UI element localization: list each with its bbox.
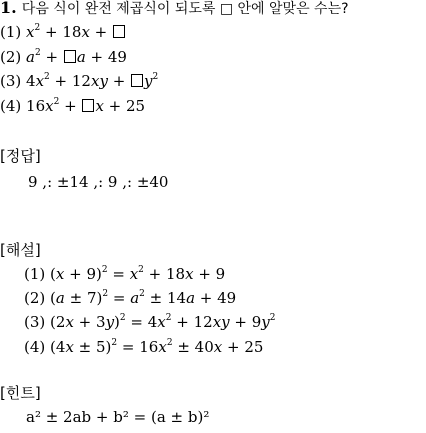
blank-box: [64, 50, 76, 63]
solution-label: (1): [24, 265, 46, 283]
solution-label: (2): [24, 289, 46, 307]
solution-item-3: [24, 315, 276, 330]
solution-label: (4): [24, 338, 46, 356]
solution-heading: [해설]: [0, 241, 41, 259]
question-line: [0, 0, 349, 16]
option-label: (3): [0, 72, 22, 90]
answer-heading: [정답]: [0, 147, 41, 165]
option-3: [0, 74, 158, 89]
option-label: (1): [0, 23, 22, 41]
blank-box: [82, 99, 94, 112]
solution-expression: $(2x + 3y)^2 = 4x^2 + 12xy + 9y^2$: [50, 313, 276, 331]
answer-values: 9 ,: ±14 ,: 9 ,: ±40: [28, 173, 169, 191]
hint-heading: [힌트]: [0, 384, 41, 402]
option-expression: $16x^2 + x + 25$: [26, 97, 146, 115]
option-label: (2): [0, 48, 22, 66]
solution-expression: $(x + 9)^2 = x^2 + 18x + 9$: [50, 265, 226, 283]
option-expression: $x^2 + 18x$ +: [26, 23, 126, 41]
blank-box: [113, 25, 125, 38]
solution-item-4: [24, 340, 263, 355]
option-label: (4): [0, 97, 22, 115]
option-expression: $a^2 + a + 49$: [26, 48, 127, 66]
option-1: [0, 25, 126, 40]
blank-box: [131, 74, 143, 87]
option-expression: $4x^2 + 12xy + y^2$: [26, 72, 159, 90]
solution-item-2: [24, 291, 236, 306]
option-4: [0, 99, 145, 114]
solution-label: (3): [24, 313, 46, 331]
solution-item-1: [24, 267, 225, 282]
solution-expression: $(a \pm 7)^2 = a^2 \pm 14a + 49$: [50, 289, 237, 307]
option-2: [0, 50, 127, 65]
solution-expression: $(4x \pm 5)^2 = 16x^2 \pm 40x + 25$: [50, 338, 264, 356]
question-text: 다음 식이 완전 제곱식이 되도록 □ 안에 알맞은 수는?: [21, 1, 349, 17]
question-number: 1.: [0, 0, 17, 17]
hint-formula: a² ± 2ab + b² = (a ± b)²: [26, 408, 210, 426]
